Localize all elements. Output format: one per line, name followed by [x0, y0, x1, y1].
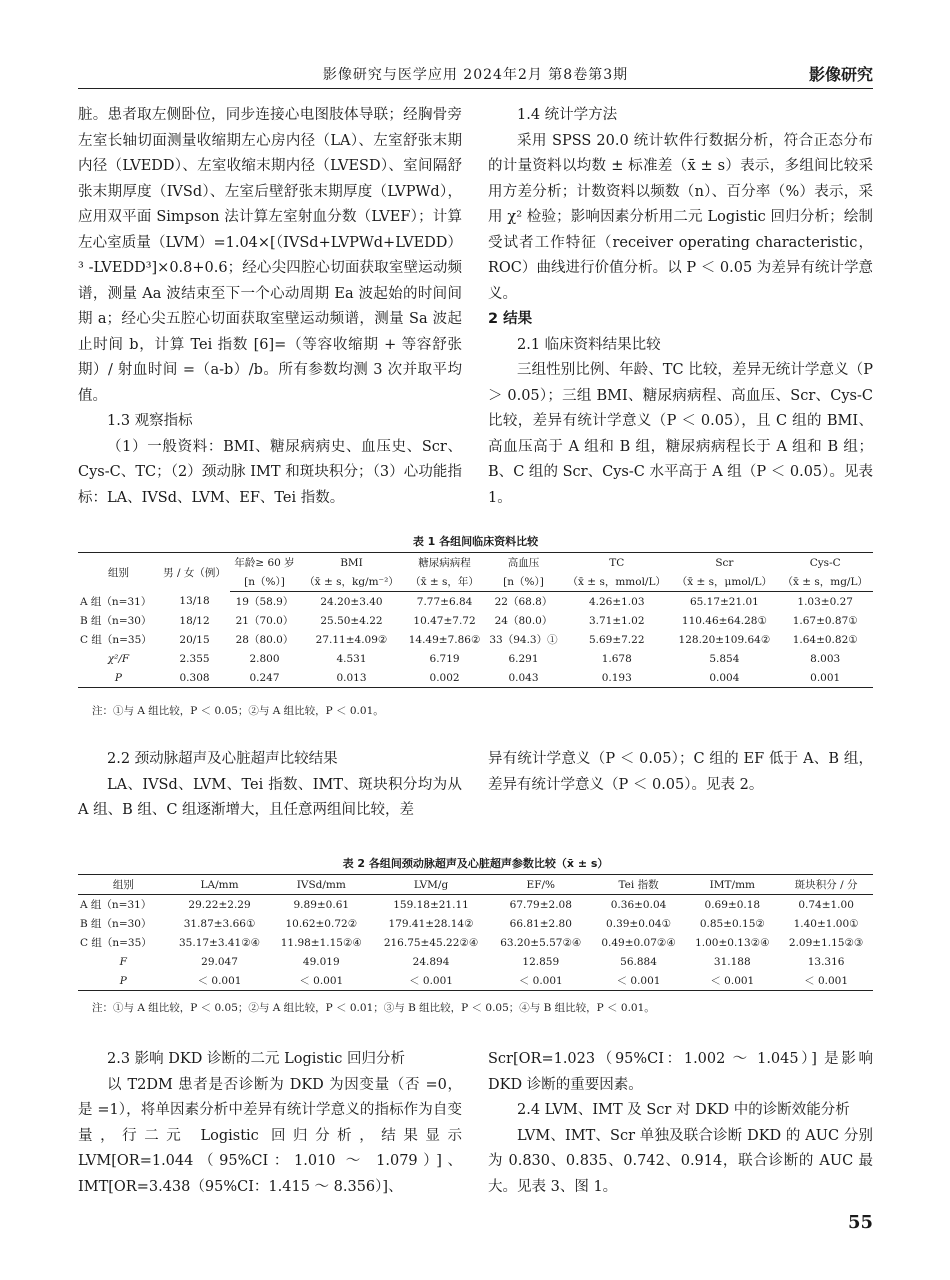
table-cell: 6.291 [508, 652, 539, 665]
left-column-middle [78, 747, 462, 824]
paragraph-statistics: 采用 SPSS 20.0 统计软件行数据分析，符合正态分布的计量资料以均数 ± 标准差（x̄ ± s）表示，多组间比较采用方差分析；计数资料以频数（n）、百分率（%）表示，采用 χ² 检验；影响因素分析用二元 Logistic 回归分析；绘制受试者工作特征（receiver operating characteristic，ROC）曲线进行价值分析。以 P ＜ 0.05 为差异有统计学意义。 [488, 132, 873, 302]
table-cell: ＜ 0.001 [685, 971, 779, 991]
table-cell: 1.40±1.00① [793, 917, 859, 930]
table1-caption: 表 1 各组间临床资料比较 [412, 535, 539, 548]
table-cell: 6.719 [429, 652, 460, 665]
table-cell: 24（80.0） [494, 615, 553, 627]
table1-header-cell: 高血压 [485, 553, 562, 573]
paragraph-ultrasound-results: LA、IVSd、LVM、Tei 指数、IMT、斑块积分均为从 A 组、B 组、C 组逐渐增大，且任意两组间比较，差 [78, 776, 462, 818]
table-cell: C 组（n=35） [80, 937, 152, 949]
left-column-bottom [78, 1047, 462, 1200]
table-row [78, 668, 873, 688]
table1-unit-cell: （x̄ ± s，μmol/L） [671, 572, 777, 592]
journal-title: 影像研究与医学应用 2024年2月 第8卷第3期 [322, 67, 629, 83]
table-cell: 1.678 [601, 652, 632, 665]
table-cell: 35.17±3.41②④ [179, 936, 261, 949]
table-cell: 5.854 [709, 652, 740, 665]
table-row [78, 611, 873, 630]
table-cell: 19（58.9） [235, 596, 294, 608]
journal-brand: 影像研究 [808, 65, 873, 84]
table-cell: 4.531 [336, 652, 367, 665]
table-cell: 0.36±0.04 [610, 898, 667, 911]
table2-header-cell: Tei 指数 [592, 875, 686, 895]
table2-header-cell: EF/% [490, 875, 592, 895]
table1-header-cell: 组别 [78, 553, 159, 592]
table-cell: 29.047 [201, 955, 238, 968]
table1-header-cell: BMI [299, 553, 404, 573]
table-cell: 4.26±1.03 [588, 595, 645, 608]
table-cell: 128.20±109.64② [678, 633, 771, 646]
table1-unit-cell: （x̄ ± s，年） [404, 572, 485, 592]
table-row [78, 971, 873, 991]
table-cell: P [78, 971, 169, 991]
table-cell: A 组（n=31） [80, 899, 152, 911]
table-cell: 3.71±1.02 [588, 614, 645, 627]
table-cell: 0.39±0.04① [606, 917, 672, 930]
table-cell: A 组（n=31） [80, 595, 152, 608]
section-heading-2-1: 2.1 临床资料结果比较 [517, 336, 661, 353]
right-column-bottom [488, 1047, 873, 1200]
table-row [78, 649, 873, 668]
table-cell: B 组（n=30） [80, 918, 152, 930]
table-cell: 10.47±7.72 [413, 614, 476, 627]
table-cell: ＜ 0.001 [169, 971, 271, 991]
table-cell: ＜ 0.001 [490, 971, 592, 991]
table-cell: 67.79±2.08 [509, 898, 572, 911]
table-cell: 18/12 [179, 614, 210, 627]
table-cell: 0.013 [299, 668, 404, 688]
table1 [78, 552, 873, 688]
paragraph-auc: LVM、IMT、Scr 单独及联合诊断 DKD 的 AUC 分别为 0.830、0.835、0.742、0.914，联合诊断的 AUC 最大。见表 3、图 1。 [488, 1127, 873, 1195]
paragraph-echo-method: 脏。患者取左侧卧位，同步连接心电图肢体导联；经胸骨旁左室长轴切面测量收缩期左心房内径（LA）、左室舒张末期内径（LVEDD）、左室收缩末期内径（LVESD）、室间隔舒张末期厚度（IVSd）、左室后壁舒张末期厚度（LVPWd），应用双平面 Simpson 法计算左室射血分数（LVEF）；计算左心室质量（LVM）=1.04×[（IVSd+LVPWd+LVEDD）³ -LVEDD³]×0.8+0.6；经心尖四腔心切面获取室壁运动频谱，测量 Aa 波结束至下一个心动周期 Ea 波起始的时间间期 a；经心尖五腔心切面获取室壁运动频谱，测量 Sa 波起止时间 b，计算 Tei 指数 [6]=（等容收缩期 + 等容舒张期）/ 射血时间 =（a-b）/b。所有参数均测 3 次并取平均值。 [78, 107, 462, 404]
table-cell: 179.41±28.14② [388, 917, 474, 930]
table1-unit-cell: [n（%）] [230, 572, 299, 592]
table-cell: 1.67±0.87① [792, 614, 858, 627]
table-cell: 12.859 [522, 955, 560, 968]
page-number: 55 [847, 1212, 873, 1233]
table-cell: 1.00±0.13②④ [695, 936, 770, 949]
paragraph-ultrasound-results-cont: 异有统计学意义（P ＜ 0.05）；C 组的 EF 低于 A、B 组，差异有统计学意义（P ＜ 0.05）。见表 2。 [488, 751, 873, 793]
table-cell: 7.77±6.84 [416, 595, 473, 608]
table2-header-cell: IVSd/mm [270, 875, 372, 895]
table-cell: P [78, 668, 159, 688]
table1-header-cell: 男 / 女（例） [159, 553, 230, 592]
section-heading-1-4: 1.4 统计学方法 [517, 107, 618, 123]
table-cell: 29.22±2.29 [188, 898, 251, 911]
table-row [78, 933, 873, 952]
right-column-middle [488, 747, 873, 798]
table-cell: 27.11±4.09② [315, 633, 388, 646]
section-heading-2: 2 结果 [488, 311, 533, 327]
table1-unit-cell: （x̄ ± s，mmol/L） [562, 572, 671, 592]
table-cell: 10.62±0.72② [285, 917, 358, 930]
left-column-top [78, 103, 462, 511]
table-cell: 0.85±0.15② [699, 917, 765, 930]
table1-header-cell: Scr [671, 553, 777, 573]
table-cell: 2.355 [179, 652, 210, 665]
table1-note: 注：①与 A 组比较，P ＜ 0.05；②与 A 组比较，P ＜ 0.01。 [92, 705, 384, 717]
table-cell: 8.003 [810, 652, 841, 665]
table-cell: 110.46±64.28① [681, 614, 767, 627]
table-cell: χ²/F [107, 652, 130, 665]
table-cell: 13/18 [179, 595, 210, 608]
table-cell: 0.308 [159, 668, 230, 688]
table-cell: C 组（n=35） [80, 634, 152, 646]
table2-header-cell: LA/mm [169, 875, 271, 895]
table-row [78, 630, 873, 649]
table2-header-cell: 斑块积分 / 分 [779, 875, 873, 895]
table-cell: 65.17±21.01 [689, 595, 759, 608]
table-cell: ＜ 0.001 [372, 971, 490, 991]
table2-caption: 表 2 各组间颈动脉超声及心脏超声参数比较（x̄ ± s） [342, 857, 609, 870]
table1-header-cell: 糖尿病病程 [404, 553, 485, 573]
paragraph-logistic: 以 T2DM 患者是否诊断为 DKD 为因变量（否 =0，是 =1），将单因素分析中差异有统计学意义的指标作为自变量，行二元 Logistic 回归分析，结果显示 LVM[OR=1.044（95%CI：1.010 ～ 1.079）]、IMT[OR=3.438（95%CI：1.415 ～ 8.356）]、 [78, 1076, 462, 1195]
table-cell: 56.884 [620, 955, 657, 968]
table-cell: 0.004 [671, 668, 777, 688]
paragraph-observation: （1）一般资料：BMI、糖尿病病史、血压史、Scr、Cys-C、TC；（2）颈动脉 IMT 和斑块积分；（3）心功能指标：LA、IVSd、LVM、EF、Tei 指数。 [78, 438, 462, 506]
table-cell: 21（70.0） [235, 615, 294, 627]
section-heading-1-3: 1.3 观察指标 [107, 413, 193, 429]
table-cell: 0.74±1.00 [798, 898, 854, 911]
table2-header-cell: LVM/g [372, 875, 490, 895]
table-cell: ＜ 0.001 [779, 971, 873, 991]
table-cell: F [119, 955, 127, 968]
table2 [78, 874, 873, 991]
table1-unit-cell: [n（%）] [485, 572, 562, 592]
table-cell: 14.49±7.86② [408, 633, 481, 646]
table-cell: 31.188 [713, 955, 751, 968]
table-cell: 0.043 [485, 668, 562, 688]
table1-header-cell: TC [562, 553, 671, 573]
table-cell: 31.87±3.66① [183, 917, 256, 930]
table-cell: 1.64±0.82① [792, 633, 858, 646]
table-row [78, 592, 873, 612]
table-cell: 63.20±5.57②④ [500, 936, 582, 949]
table-cell: 0.193 [562, 668, 671, 688]
section-heading-2-3: 2.3 影响 DKD 诊断的二元 Logistic 回归分析 [107, 1051, 405, 1067]
table-cell: 24.894 [412, 955, 450, 968]
table-row [78, 895, 873, 915]
paragraph-logistic-cont: Scr[OR=1.023（95%CI：1.002 ～ 1.045）] 是影响 DKD 诊断的重要因素。 [488, 1051, 873, 1093]
table-cell: 1.03±0.27 [797, 595, 853, 608]
table1-unit-cell: （x̄ ± s，mg/L） [777, 572, 873, 592]
table-cell: 0.247 [230, 668, 299, 688]
table-cell: 0.001 [777, 668, 873, 688]
table-cell: 159.18±21.11 [393, 898, 469, 911]
running-header [78, 64, 873, 89]
table-cell: 216.75±45.22②④ [383, 936, 479, 949]
table1-header-cell: Cys-C [777, 553, 873, 573]
table-cell: 0.49±0.07②④ [601, 936, 676, 949]
table1-header-cell: 年龄≥ 60 岁 [230, 553, 299, 573]
table-cell: 2.09±1.15②③ [788, 936, 864, 949]
table-cell: 66.81±2.80 [509, 917, 572, 930]
table-cell: 9.89±0.61 [293, 898, 350, 911]
table-cell: 33（94.3）① [489, 634, 558, 646]
table-cell: 11.98±1.15②④ [280, 936, 362, 949]
table-row [78, 952, 873, 971]
section-heading-2-2: 2.2 颈动脉超声及心脏超声比较结果 [107, 751, 338, 767]
table-cell: 22（68.8） [494, 596, 553, 608]
table-cell: 0.002 [404, 668, 485, 688]
table-row [78, 914, 873, 933]
table-cell: 13.316 [807, 955, 845, 968]
table-cell: 28（80.0） [235, 634, 294, 646]
table-cell: 49.019 [302, 955, 340, 968]
table2-header-cell: IMT/mm [685, 875, 779, 895]
table1-unit-cell: （x̄ ± s，kg/m⁻²） [299, 572, 404, 592]
table-cell: 20/15 [179, 633, 210, 646]
table2-note: 注：①与 A 组比较，P ＜ 0.05；②与 A 组比较，P ＜ 0.01；③与 B 组比较，P ＜ 0.05；④与 B 组比较，P ＜ 0.01。 [92, 1002, 655, 1014]
table-cell: ＜ 0.001 [270, 971, 372, 991]
table-cell: 0.69±0.18 [704, 898, 761, 911]
section-heading-2-4: 2.4 LVM、IMT 及 Scr 对 DKD 中的诊断效能分析 [517, 1102, 850, 1118]
table-cell: 5.69±7.22 [588, 633, 645, 646]
table-cell: 25.50±4.22 [320, 614, 383, 627]
table-cell: 24.20±3.40 [320, 595, 383, 608]
table2-header-cell: 组别 [78, 875, 169, 895]
table-cell: B 组（n=30） [80, 615, 152, 627]
table-cell: 2.800 [249, 652, 280, 665]
right-column-top [488, 103, 873, 511]
paragraph-clinical-results: 三组性别比例、年龄、TC 比较，差异无统计学意义（P ＞ 0.05）；三组 BMI、糖尿病病程、高血压、Scr、Cys-C 比较，差异有统计学意义（P ＜ 0.05），且 C 组的 BMI、高血压高于 A 组和 B 组，糖尿病病程长于 A 组和 B 组；B、C 组的 Scr、Cys-C 水平高于 A 组（P ＜ 0.05）。见表 1。 [488, 362, 873, 506]
table-cell: ＜ 0.001 [592, 971, 686, 991]
